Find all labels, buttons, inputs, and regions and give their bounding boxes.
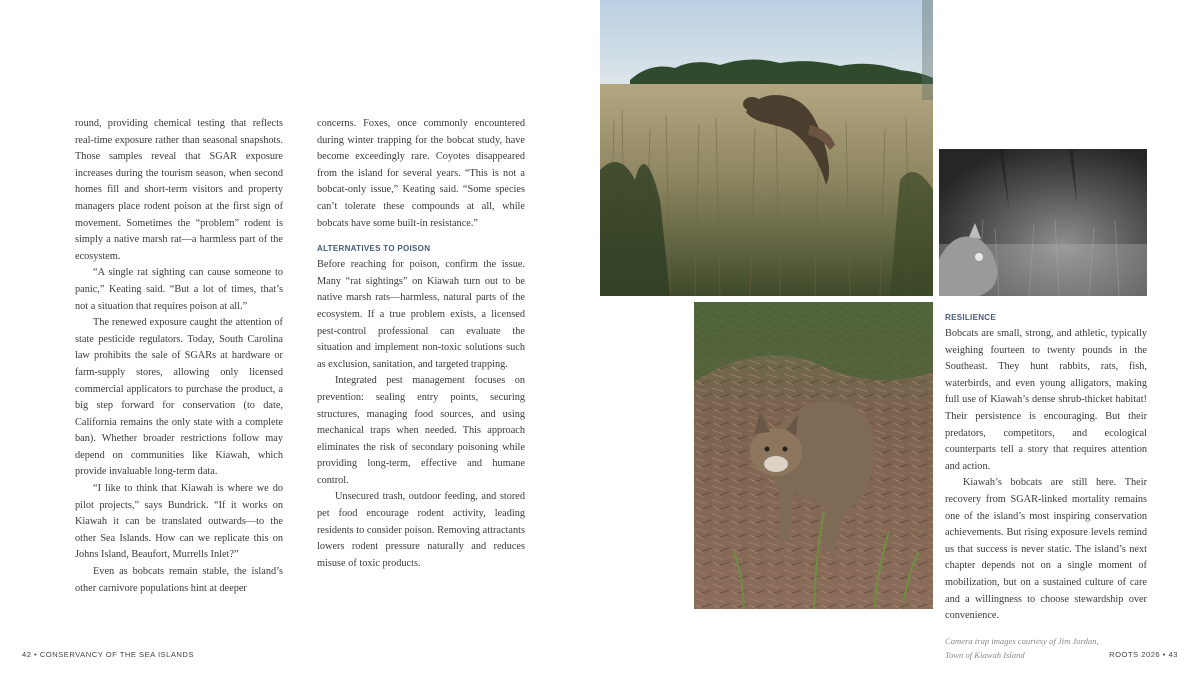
caption-line: Camera trap images courtesy of Jim Jordan, [945,635,1099,646]
article-column-1 [75,116,283,597]
body-paragraph: Bobcats are small, strong, and athletic, typically weighing fourteen to twenty pounds in the Southeast. They hunt rabbits, rats, fish, waterbirds, and even young alligators, making full use of Kiawah’s dense shrub-thicket habitat! Their persistence is encouraging. But their predators, competitors, and ecological counterparts tell a story that requires attention and action. [945,328,1147,472]
bobcat-leaping-photo [600,0,933,296]
body-paragraph: Integrated pest management focuses on prevention: sealing entry points, securing structures, managing food sources, and using mechanical traps when needed. This approach eliminates the risk of secondary poisoning while providing long-term, effective and humane control. [317,375,525,486]
article-column-2 [317,116,525,572]
body-paragraph: “A single rat sighting can cause someone to panic,” Keating said. “But a lot of times, that’s not a situation that requires poison at all.” [75,267,283,312]
body-paragraph: The renewed exposure caught the attention of state pesticide regulators. Today, South Carolina law prohibits the sale of SGARs at hardware or farm-supply stores, allowing only licensed commercial applicators to purchase the product, a big step forward for conservation (to date, California remains the only state with a complete ban). Whether broader restrictions follow may depend on communities like Kiawah, which provide invaluable long-term data. [75,317,283,478]
subhead-alternatives: ALTERNATIVES TO POISON [317,244,431,254]
page-folio-right: ROOTS 2026 • 43 [1109,650,1178,659]
bobcat-night-camera-photo [939,149,1147,296]
body-paragraph: round, providing chemical testing that reflects real-time exposure rather than seasonal snapshots. Those samples reveal that SGAR exposure increases during the tourism season, when second homes fill and short-term visitors and property managers place rodent poison at the first sign of movement. Sometimes the “problem” rodent is simply a native marsh rat—a harmless part of the ecosystem. [75,118,283,262]
bobcat-kitten-photo [694,302,933,609]
subhead-resilience: RESILIENCE [945,313,997,322]
caption-line: Town of Kiawah Island [945,649,1025,660]
body-paragraph: “I like to think that Kiawah is where we do pilot projects,” says Bundrick. “If it works on Kiawah it can be translated outwards—to the other Sea Islands. How can we replicate this on Johns Island, Beaufort, Murrells Inlet?” [75,483,283,561]
body-paragraph: Even as bobcats remain stable, the island’s other carnivore populations hint at deeper [75,566,283,594]
body-paragraph: Unsecured trash, outdoor feeding, and stored pet food encourage rodent activity, leading residents to consider poison. Removing attractants lowers rodent pressure naturally and reduces misuse of toxic products. [317,491,525,569]
body-paragraph: Kiawah’s bobcats are still here. Their recovery from SGAR-linked mortality remains one of the island’s most inspiring conservation achievements. But rising exposure levels remind us that success is never static. The island’s next chapter depends not on a single moment of mobilization, but on a sustained culture of care and a willingness to choose stewardship over convenience. [945,477,1147,622]
body-paragraph: concerns. Foxes, once commonly encountered during winter trapping for the bobcat study, have become exceedingly rare. Coyotes disappeared from the island for several years. “This is not a bobcat-only issue,” Keating said. “Some species can’t tolerate these compounds at all, while bobcats have some built-in resistance.” [317,118,525,229]
page-folio-left: 42 • CONSERVANCY OF THE SEA ISLANDS [22,650,194,659]
body-paragraph: Before reaching for poison, confirm the issue. Many “rat sightings” on Kiawah turn out to be native marsh rats—harmless, natural parts of the ecosystem. If a true problem exists, a licensed pest-control professional can evaluate the situation and implement non-toxic solutions such as exclusion, sanitation, and targeted trapping. [317,259,525,370]
article-column-3 [945,310,1147,662]
